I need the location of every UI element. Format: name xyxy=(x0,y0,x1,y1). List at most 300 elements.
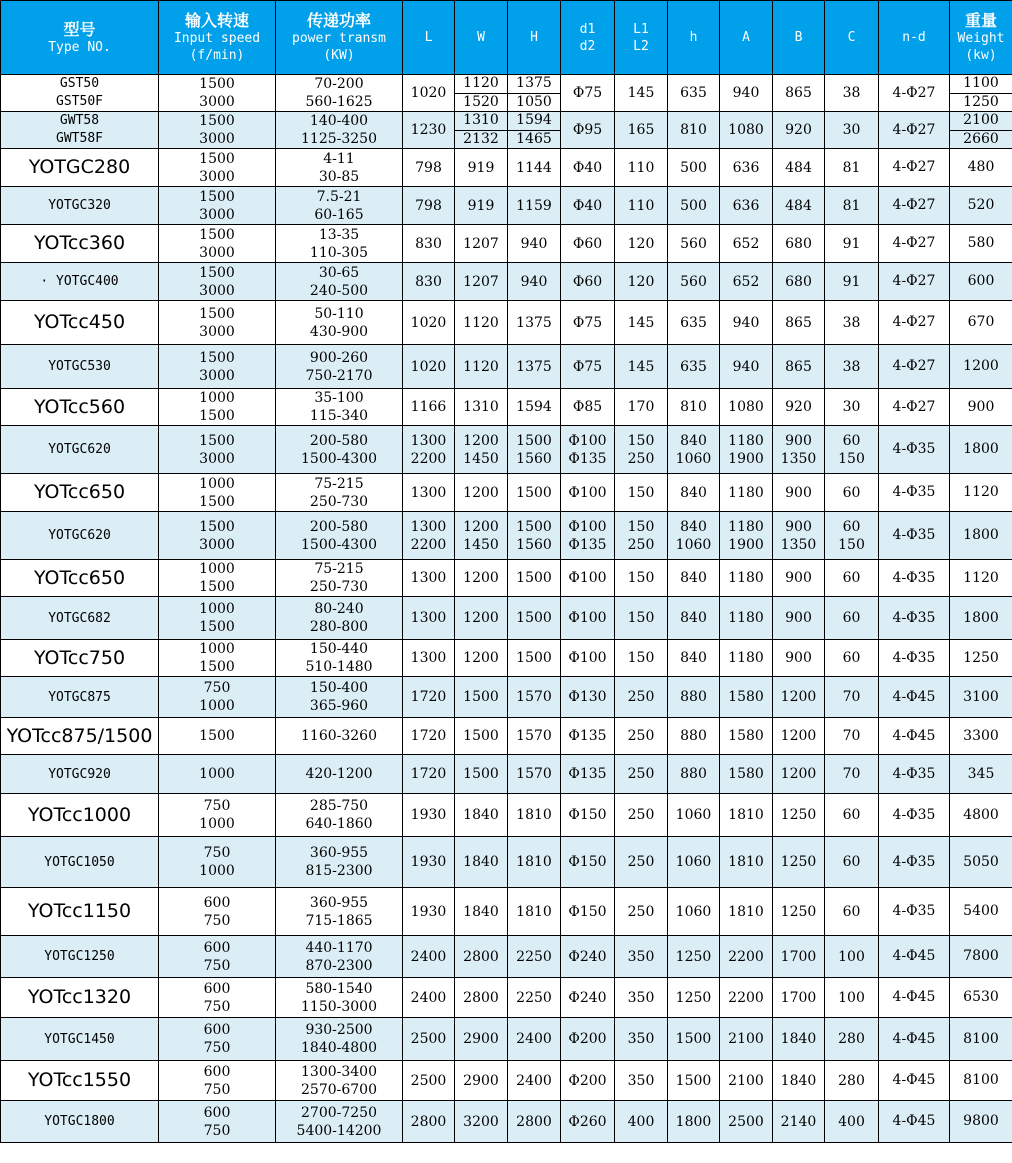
weight-cell: 345 xyxy=(950,755,1012,794)
weight-cell: 9800 xyxy=(950,1101,1012,1143)
B-cell: 484 xyxy=(773,187,825,225)
speed-cell: 1500 3000 xyxy=(159,263,276,301)
L1-cell: 120 xyxy=(615,225,668,263)
d-cell: Φ60 xyxy=(561,263,615,301)
d-cell: Φ40 xyxy=(561,149,615,187)
A-cell: 940 xyxy=(720,301,773,345)
weight-cell: 520 xyxy=(950,187,1012,225)
nd-cell: 4-Φ35 xyxy=(879,640,950,677)
B-cell: 900 xyxy=(773,597,825,640)
nd-cell: 4-Φ27 xyxy=(879,301,950,345)
A-cell: 940 xyxy=(720,345,773,389)
A-cell: 2200 xyxy=(720,978,773,1018)
header-H: H xyxy=(508,1,561,75)
W-cell: 1500 xyxy=(455,677,508,718)
H-cell: 2400 xyxy=(508,1061,561,1101)
L1-cell: 250 xyxy=(615,837,668,888)
L-cell: 1020 xyxy=(403,345,455,389)
model-cell: YOTGC875 xyxy=(1,677,159,718)
header-weight: 重量 Weight (kw) xyxy=(950,1,1012,75)
W-cell: 3200 xyxy=(455,1101,508,1143)
model-cell: YOTGC620 xyxy=(1,512,159,560)
L-cell: 1300 xyxy=(403,474,455,512)
nd-cell: 4-Φ27 xyxy=(879,345,950,389)
speed-cell: 600 750 xyxy=(159,888,276,936)
A-cell: 636 xyxy=(720,149,773,187)
model-cell: YOTcc1550 xyxy=(1,1061,159,1101)
weight-cell: 2100 xyxy=(950,112,1012,131)
h-cell: 1060 xyxy=(668,888,720,936)
C-cell: 91 xyxy=(825,225,879,263)
B-cell: 1840 xyxy=(773,1061,825,1101)
A-cell: 1580 xyxy=(720,755,773,794)
weight-cell: 580 xyxy=(950,225,1012,263)
model-cell: YOTGC280 xyxy=(1,149,159,187)
nd-cell: 4-Φ27 xyxy=(879,389,950,426)
L-cell: 1300 2200 xyxy=(403,426,455,474)
A-cell: 1180 xyxy=(720,597,773,640)
C-cell: 60 xyxy=(825,597,879,640)
A-cell: 1080 xyxy=(720,112,773,149)
A-cell: 1180 xyxy=(720,560,773,597)
power-cell: 200-580 1500-4300 xyxy=(276,426,403,474)
A-cell: 1810 xyxy=(720,837,773,888)
nd-cell: 4-Φ45 xyxy=(879,677,950,718)
header-row xyxy=(1,1,1012,75)
H-cell: 1500 xyxy=(508,640,561,677)
h-cell: 1250 xyxy=(668,936,720,978)
H-cell: 1465 xyxy=(508,130,561,149)
L1-cell: 250 xyxy=(615,755,668,794)
B-cell: 1700 xyxy=(773,978,825,1018)
model-cell: YOTcc1000 xyxy=(1,794,159,837)
C-cell: 60 xyxy=(825,474,879,512)
A-cell: 1180 xyxy=(720,474,773,512)
H-cell: 1375 xyxy=(508,75,561,94)
h-cell: 840 xyxy=(668,597,720,640)
L-cell: 1300 2200 xyxy=(403,512,455,560)
power-cell: 7.5-21 60-165 xyxy=(276,187,403,225)
B-cell: 865 xyxy=(773,75,825,112)
model-cell: YOTcc650 xyxy=(1,560,159,597)
model-cell: YOTcc750 xyxy=(1,640,159,677)
B-cell: 1250 xyxy=(773,794,825,837)
L1-cell: 110 xyxy=(615,149,668,187)
d-cell: Φ85 xyxy=(561,389,615,426)
nd-cell: 4-Φ27 xyxy=(879,75,950,112)
speed-cell: 600 750 xyxy=(159,1018,276,1061)
table-row xyxy=(1,345,1012,389)
B-cell: 920 xyxy=(773,389,825,426)
model-cell: YOTGC1250 xyxy=(1,936,159,978)
W-cell: 1500 xyxy=(455,718,508,755)
h-cell: 500 xyxy=(668,187,720,225)
A-cell: 1180 1900 xyxy=(720,512,773,560)
B-cell: 900 1350 xyxy=(773,426,825,474)
h-cell: 1250 xyxy=(668,978,720,1018)
nd-cell: 4-Φ45 xyxy=(879,718,950,755)
L-cell: 1720 xyxy=(403,718,455,755)
nd-cell: 4-Φ35 xyxy=(879,512,950,560)
C-cell: 100 xyxy=(825,978,879,1018)
speed-cell: 1500 xyxy=(159,718,276,755)
d-cell: Φ40 xyxy=(561,187,615,225)
power-cell: 200-580 1500-4300 xyxy=(276,512,403,560)
L1-cell: 250 xyxy=(615,718,668,755)
weight-cell: 1120 xyxy=(950,560,1012,597)
header-W: W xyxy=(455,1,508,75)
L1-cell: 165 xyxy=(615,112,668,149)
B-cell: 2140 xyxy=(773,1101,825,1143)
d-cell: Φ200 xyxy=(561,1018,615,1061)
model-cell: YOTGC682 xyxy=(1,597,159,640)
table-row xyxy=(1,225,1012,263)
L-cell: 798 xyxy=(403,149,455,187)
d-cell: Φ75 xyxy=(561,301,615,345)
L-cell: 1020 xyxy=(403,75,455,112)
h-cell: 635 xyxy=(668,301,720,345)
speed-cell: 1500 3000 xyxy=(159,512,276,560)
d-cell: Φ260 xyxy=(561,1101,615,1143)
W-cell: 2800 xyxy=(455,936,508,978)
power-cell: 50-110 430-900 xyxy=(276,301,403,345)
header-power: 传递功率 power transm (KW) xyxy=(276,1,403,75)
header-L: L xyxy=(403,1,455,75)
weight-cell: 6530 xyxy=(950,978,1012,1018)
C-cell: 60 xyxy=(825,794,879,837)
C-cell: 60 xyxy=(825,888,879,936)
A-cell: 940 xyxy=(720,75,773,112)
L-cell: 1930 xyxy=(403,888,455,936)
weight-cell: 600 xyxy=(950,263,1012,301)
header-C: C xyxy=(825,1,879,75)
power-cell: 440-1170 870-2300 xyxy=(276,936,403,978)
B-cell: 1250 xyxy=(773,837,825,888)
B-cell: 865 xyxy=(773,301,825,345)
power-cell: 150-400 365-960 xyxy=(276,677,403,718)
table-row xyxy=(1,936,1012,978)
nd-cell: 4-Φ27 xyxy=(879,187,950,225)
table-row xyxy=(1,187,1012,225)
header-h: h xyxy=(668,1,720,75)
nd-cell: 4-Φ35 xyxy=(879,597,950,640)
H-cell: 1500 1560 xyxy=(508,512,561,560)
d-cell: Φ75 xyxy=(561,75,615,112)
h-cell: 635 xyxy=(668,345,720,389)
A-cell: 2100 xyxy=(720,1061,773,1101)
table-row xyxy=(1,75,1012,94)
W-cell: 2900 xyxy=(455,1018,508,1061)
nd-cell: 4-Φ35 xyxy=(879,560,950,597)
d-cell: Φ200 xyxy=(561,1061,615,1101)
weight-cell: 4800 xyxy=(950,794,1012,837)
W-cell: 1200 1450 xyxy=(455,426,508,474)
power-cell: 75-215 250-730 xyxy=(276,560,403,597)
table-row xyxy=(1,1018,1012,1061)
power-cell: 930-2500 1840-4800 xyxy=(276,1018,403,1061)
weight-cell: 1250 xyxy=(950,640,1012,677)
L1-cell: 110 xyxy=(615,187,668,225)
L-cell: 2400 xyxy=(403,936,455,978)
table-row xyxy=(1,1101,1012,1143)
A-cell: 1810 xyxy=(720,888,773,936)
W-cell: 1200 1450 xyxy=(455,512,508,560)
power-cell: 80-240 280-800 xyxy=(276,597,403,640)
H-cell: 1375 xyxy=(508,345,561,389)
nd-cell: 4-Φ45 xyxy=(879,1061,950,1101)
speed-cell: 750 1000 xyxy=(159,677,276,718)
h-cell: 1060 xyxy=(668,794,720,837)
power-cell: 2700-7250 5400-14200 xyxy=(276,1101,403,1143)
table-row xyxy=(1,640,1012,677)
L-cell: 798 xyxy=(403,187,455,225)
speed-cell: 1000 1500 xyxy=(159,597,276,640)
weight-cell: 1120 xyxy=(950,474,1012,512)
d-cell: Φ100 xyxy=(561,560,615,597)
L-cell: 830 xyxy=(403,263,455,301)
B-cell: 900 xyxy=(773,640,825,677)
power-cell: 1300-3400 2570-6700 xyxy=(276,1061,403,1101)
nd-cell: 4-Φ45 xyxy=(879,1018,950,1061)
H-cell: 1570 xyxy=(508,677,561,718)
C-cell: 30 xyxy=(825,112,879,149)
h-cell: 840 xyxy=(668,640,720,677)
C-cell: 100 xyxy=(825,936,879,978)
model-cell: GWT58 GWT58F xyxy=(1,112,159,149)
speed-cell: 750 1000 xyxy=(159,794,276,837)
weight-cell: 900 xyxy=(950,389,1012,426)
L1-cell: 250 xyxy=(615,794,668,837)
L1-cell: 150 xyxy=(615,640,668,677)
d-cell: Φ135 xyxy=(561,755,615,794)
weight-cell: 670 xyxy=(950,301,1012,345)
weight-cell: 8100 xyxy=(950,1018,1012,1061)
table-row xyxy=(1,597,1012,640)
header-B: B xyxy=(773,1,825,75)
power-cell: 360-955 815-2300 xyxy=(276,837,403,888)
table-row xyxy=(1,1061,1012,1101)
weight-cell: 2660 xyxy=(950,130,1012,149)
weight-cell: 5400 xyxy=(950,888,1012,936)
L1-cell: 350 xyxy=(615,1061,668,1101)
speed-cell: 1500 3000 xyxy=(159,149,276,187)
weight-cell: 1200 xyxy=(950,345,1012,389)
h-cell: 1060 xyxy=(668,837,720,888)
model-cell: YOTcc360 xyxy=(1,225,159,263)
W-cell: 1120 xyxy=(455,345,508,389)
W-cell: 1840 xyxy=(455,794,508,837)
model-cell: · YOTGC400 xyxy=(1,263,159,301)
speed-cell: 600 750 xyxy=(159,1101,276,1143)
speed-cell: 1500 3000 xyxy=(159,301,276,345)
power-cell: 4-11 30-85 xyxy=(276,149,403,187)
H-cell: 1500 1560 xyxy=(508,426,561,474)
L-cell: 1020 xyxy=(403,301,455,345)
speed-cell: 1500 3000 xyxy=(159,75,276,112)
speed-cell: 1500 3000 xyxy=(159,187,276,225)
speed-cell: 1000 1500 xyxy=(159,474,276,512)
H-cell: 2400 xyxy=(508,1018,561,1061)
power-cell: 150-440 510-1480 xyxy=(276,640,403,677)
H-cell: 1050 xyxy=(508,93,561,112)
B-cell: 1200 xyxy=(773,718,825,755)
table-row xyxy=(1,512,1012,560)
L1-cell: 250 xyxy=(615,888,668,936)
L1-cell: 150 xyxy=(615,474,668,512)
nd-cell: 4-Φ27 xyxy=(879,112,950,149)
H-cell: 1159 xyxy=(508,187,561,225)
h-cell: 1500 xyxy=(668,1018,720,1061)
W-cell: 1207 xyxy=(455,263,508,301)
power-cell: 900-260 750-2170 xyxy=(276,345,403,389)
W-cell: 1200 xyxy=(455,640,508,677)
W-cell: 919 xyxy=(455,187,508,225)
W-cell: 2800 xyxy=(455,978,508,1018)
L-cell: 1720 xyxy=(403,677,455,718)
speed-cell: 600 750 xyxy=(159,936,276,978)
nd-cell: 4-Φ35 xyxy=(879,888,950,936)
weight-cell: 3100 xyxy=(950,677,1012,718)
weight-cell: 1250 xyxy=(950,93,1012,112)
nd-cell: 4-Φ27 xyxy=(879,263,950,301)
power-cell: 285-750 640-1860 xyxy=(276,794,403,837)
C-cell: 38 xyxy=(825,345,879,389)
W-cell: 1840 xyxy=(455,888,508,936)
nd-cell: 4-Φ45 xyxy=(879,1101,950,1143)
power-cell: 580-1540 1150-3000 xyxy=(276,978,403,1018)
B-cell: 484 xyxy=(773,149,825,187)
speed-cell: 1000 1500 xyxy=(159,560,276,597)
table-body xyxy=(1,75,1012,1143)
speed-cell: 1000 xyxy=(159,755,276,794)
L-cell: 1930 xyxy=(403,837,455,888)
d-cell: Φ100 Φ135 xyxy=(561,512,615,560)
d-cell: Φ95 xyxy=(561,112,615,149)
h-cell: 810 xyxy=(668,112,720,149)
d-cell: Φ240 xyxy=(561,978,615,1018)
C-cell: 70 xyxy=(825,718,879,755)
d-cell: Φ100 xyxy=(561,474,615,512)
L1-cell: 145 xyxy=(615,75,668,112)
A-cell: 652 xyxy=(720,263,773,301)
B-cell: 1200 xyxy=(773,755,825,794)
h-cell: 1800 xyxy=(668,1101,720,1143)
H-cell: 1375 xyxy=(508,301,561,345)
L1-cell: 150 250 xyxy=(615,426,668,474)
C-cell: 60 xyxy=(825,560,879,597)
L1-cell: 250 xyxy=(615,677,668,718)
speed-cell: 600 750 xyxy=(159,1061,276,1101)
L1-cell: 170 xyxy=(615,389,668,426)
h-cell: 560 xyxy=(668,225,720,263)
power-cell: 30-65 240-500 xyxy=(276,263,403,301)
weight-cell: 8100 xyxy=(950,1061,1012,1101)
W-cell: 2900 xyxy=(455,1061,508,1101)
B-cell: 865 xyxy=(773,345,825,389)
A-cell: 1810 xyxy=(720,794,773,837)
speed-cell: 750 1000 xyxy=(159,837,276,888)
C-cell: 60 150 xyxy=(825,426,879,474)
C-cell: 38 xyxy=(825,75,879,112)
speed-cell: 1000 1500 xyxy=(159,640,276,677)
C-cell: 30 xyxy=(825,389,879,426)
L1-cell: 145 xyxy=(615,301,668,345)
table-row xyxy=(1,474,1012,512)
B-cell: 1700 xyxy=(773,936,825,978)
model-cell: YOTGC1450 xyxy=(1,1018,159,1061)
speed-cell: 1500 3000 xyxy=(159,225,276,263)
model-cell: GST50 GST50F xyxy=(1,75,159,112)
table-row xyxy=(1,677,1012,718)
C-cell: 81 xyxy=(825,149,879,187)
nd-cell: 4-Φ35 xyxy=(879,837,950,888)
L-cell: 1230 xyxy=(403,112,455,149)
h-cell: 635 xyxy=(668,75,720,112)
C-cell: 81 xyxy=(825,187,879,225)
weight-cell: 1100 xyxy=(950,75,1012,94)
table-row xyxy=(1,837,1012,888)
L1-cell: 145 xyxy=(615,345,668,389)
W-cell: 1500 xyxy=(455,755,508,794)
L1-cell: 350 xyxy=(615,978,668,1018)
h-cell: 840 xyxy=(668,474,720,512)
model-cell: YOTGC920 xyxy=(1,755,159,794)
A-cell: 1180 1900 xyxy=(720,426,773,474)
W-cell: 1310 xyxy=(455,389,508,426)
weight-cell: 3300 xyxy=(950,718,1012,755)
h-cell: 840 xyxy=(668,560,720,597)
model-cell: YOTcc650 xyxy=(1,474,159,512)
L1-cell: 350 xyxy=(615,1018,668,1061)
C-cell: 91 xyxy=(825,263,879,301)
header-A: A xyxy=(720,1,773,75)
speed-cell: 600 750 xyxy=(159,978,276,1018)
L1-cell: 400 xyxy=(615,1101,668,1143)
L-cell: 2400 xyxy=(403,978,455,1018)
H-cell: 1810 xyxy=(508,794,561,837)
L-cell: 2500 xyxy=(403,1061,455,1101)
h-cell: 880 xyxy=(668,718,720,755)
weight-cell: 480 xyxy=(950,149,1012,187)
C-cell: 280 xyxy=(825,1018,879,1061)
h-cell: 840 1060 xyxy=(668,512,720,560)
W-cell: 919 xyxy=(455,149,508,187)
table-row xyxy=(1,149,1012,187)
nd-cell: 4-Φ45 xyxy=(879,978,950,1018)
H-cell: 940 xyxy=(508,225,561,263)
header-model: 型号 Type NO. xyxy=(1,1,159,75)
W-cell: 1200 xyxy=(455,560,508,597)
power-cell: 1160-3260 xyxy=(276,718,403,755)
nd-cell: 4-Φ45 xyxy=(879,936,950,978)
weight-cell: 1800 xyxy=(950,512,1012,560)
C-cell: 70 xyxy=(825,677,879,718)
L-cell: 1300 xyxy=(403,560,455,597)
nd-cell: 4-Φ35 xyxy=(879,426,950,474)
W-cell: 1200 xyxy=(455,474,508,512)
weight-cell: 1800 xyxy=(950,597,1012,640)
weight-cell: 7800 xyxy=(950,936,1012,978)
model-cell: YOTcc1150 xyxy=(1,888,159,936)
model-cell: YOTcc875/1500 xyxy=(1,718,159,755)
table-row xyxy=(1,718,1012,755)
H-cell: 940 xyxy=(508,263,561,301)
A-cell: 652 xyxy=(720,225,773,263)
d-cell: Φ240 xyxy=(561,936,615,978)
power-cell: 35-100 115-340 xyxy=(276,389,403,426)
model-cell: YOTcc1320 xyxy=(1,978,159,1018)
table-row xyxy=(1,888,1012,936)
